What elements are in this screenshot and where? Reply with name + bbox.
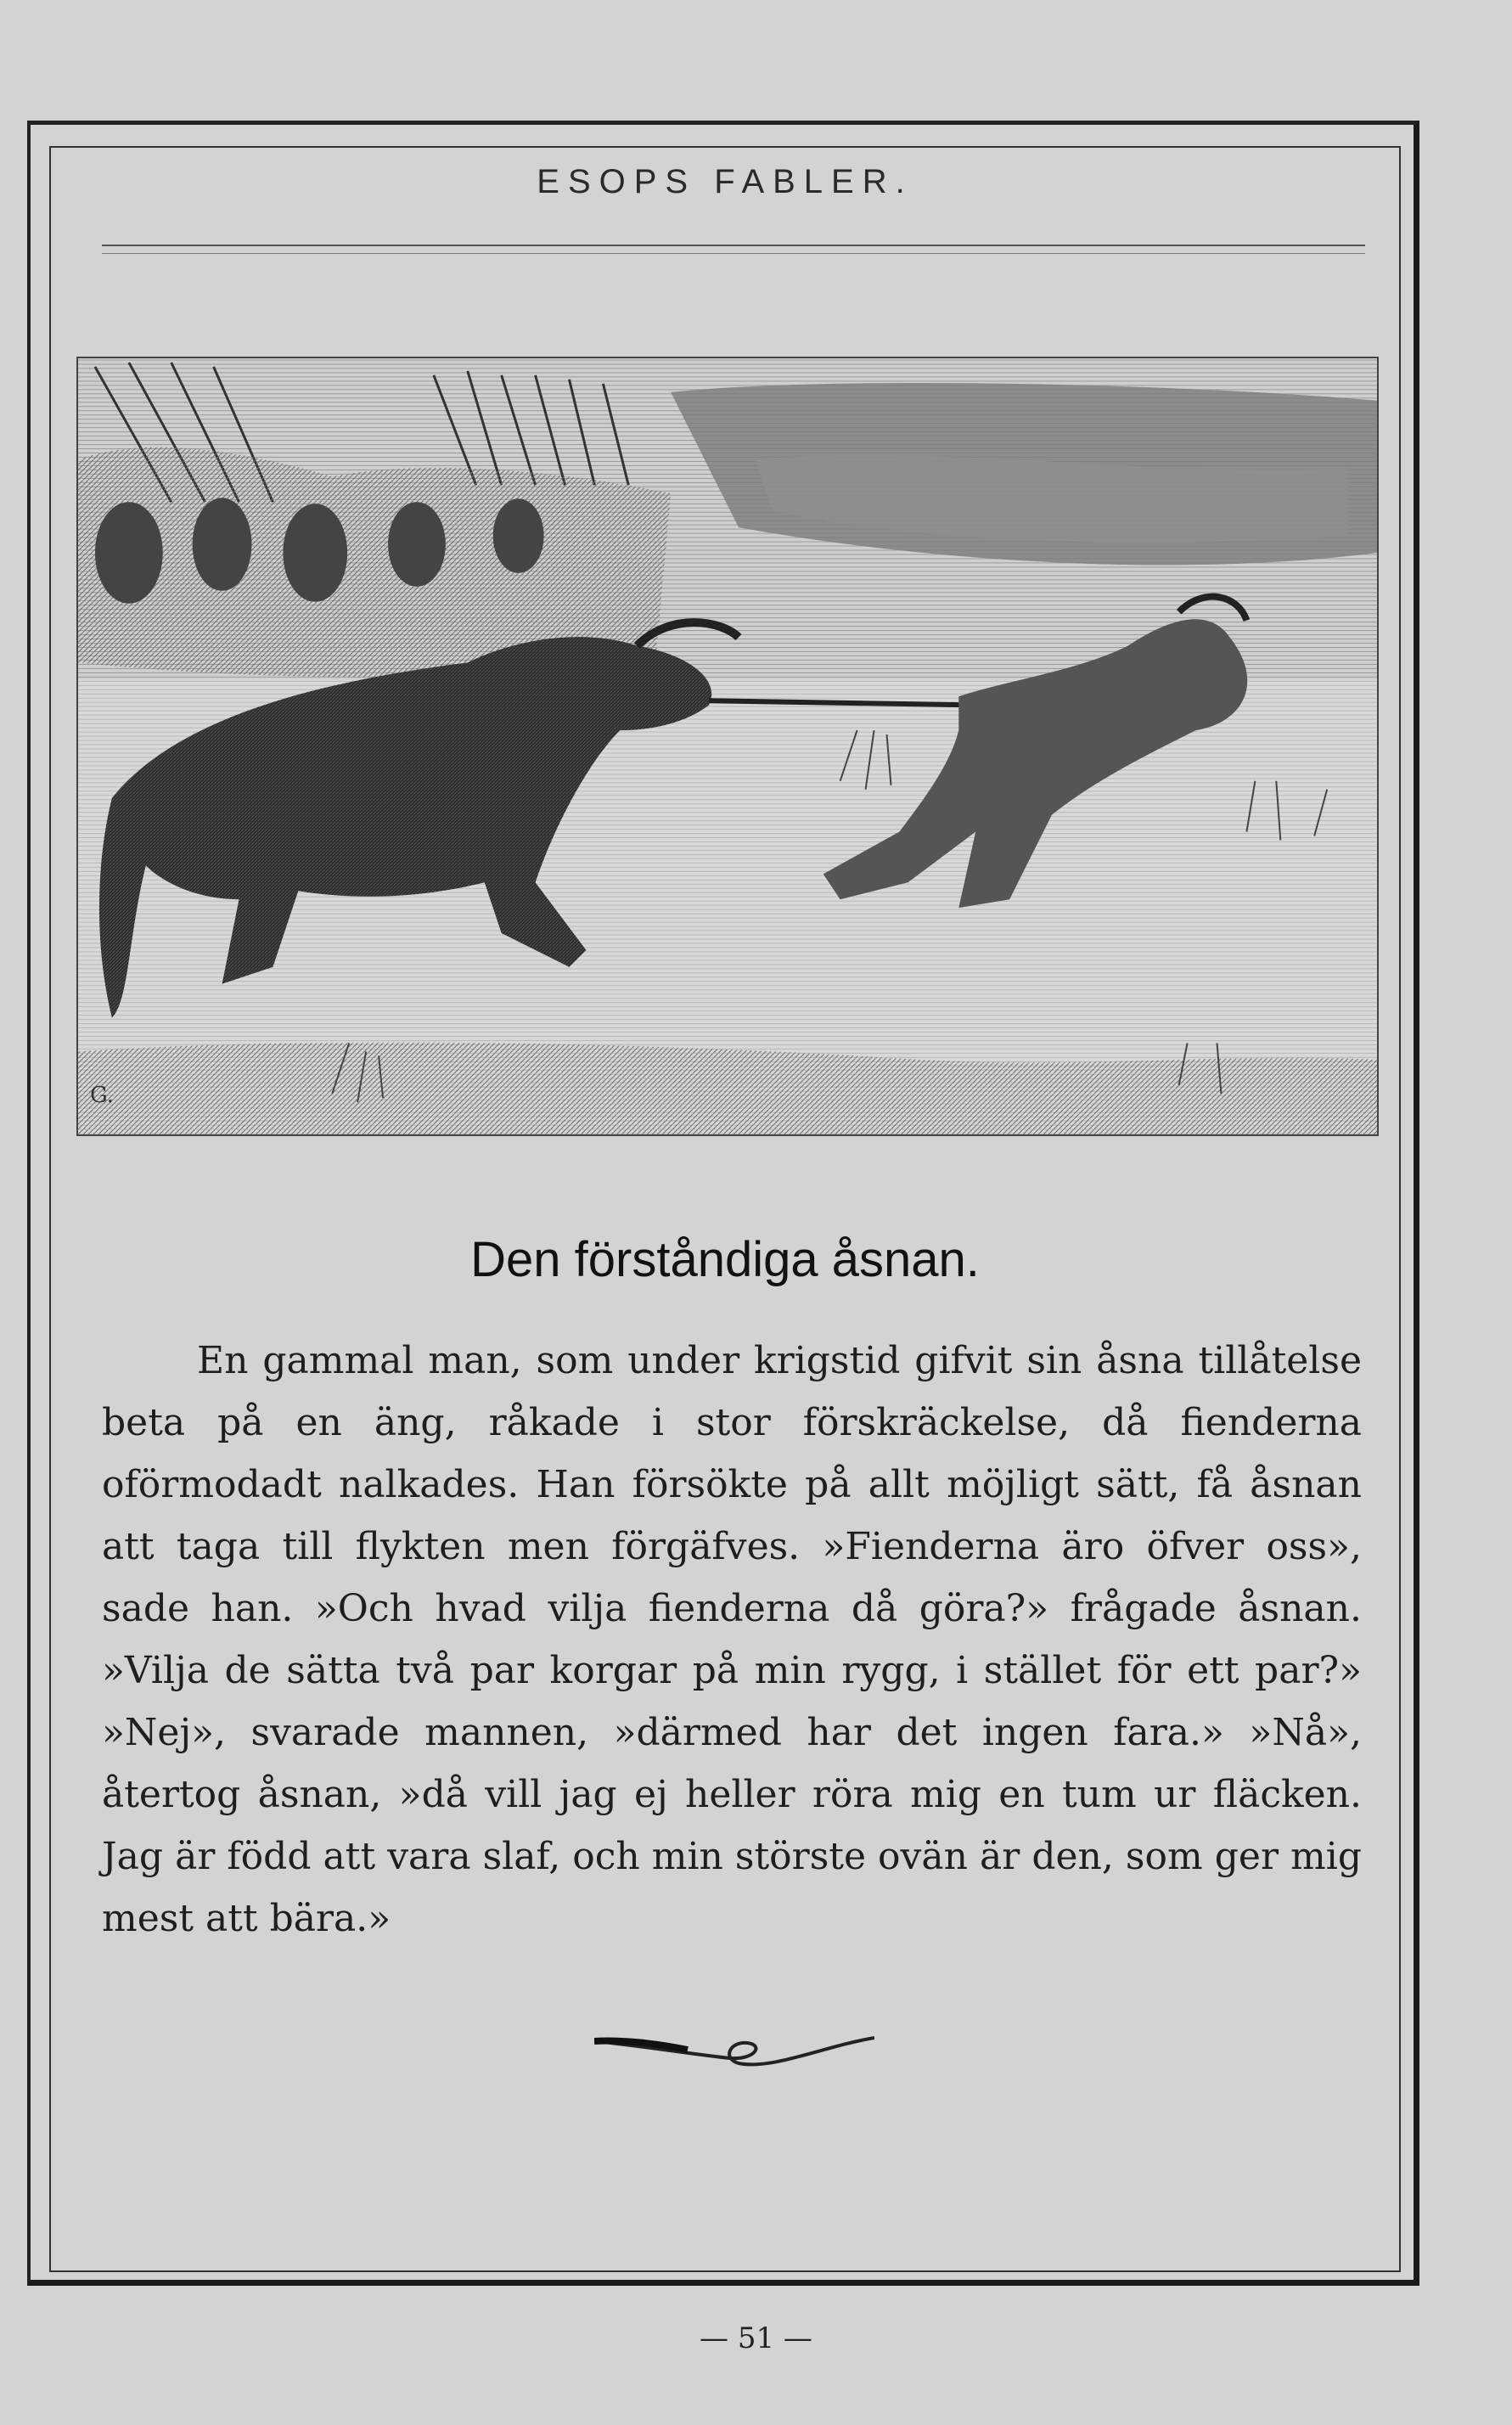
engraving-man-pulling-donkey-icon [78,358,1377,1134]
fable-illustration [76,357,1379,1136]
story-title: Den förståndiga åsnan. [470,1232,980,1287]
engraver-signature: G. [89,1083,114,1109]
header-rule [102,245,1365,254]
running-head: ESOPS FABLER. [537,163,913,200]
page-number: — 51 — [700,2321,812,2355]
flourish-tailpiece-icon [594,2021,874,2073]
story-body: En gammal man, som under krigstid gifvit sin åsna tillåtelse beta på en äng, råkade i stor förskräckelse, då fienderna oförmodadt nalkades. Han försökte på allt möjligt sätt, få åsnan att taga till flykten men förgäfves. »Fienderna äro öfver oss», sade han. »Och hvad vilja fienderna då göra?» frågade åsnan. »Vilja de sätta två par korgar på min rygg, i stället för ett par?» »Nej», svarade mannen, »därmed har det ingen fara.» »Nå», återtog åsnan, »då vill jag ej heller röra mig en tum ur fläcken. Jag är född att vara slaf, och min störste ovän är den, som ger mig mest att bära.» [102,1339,1362,1940]
